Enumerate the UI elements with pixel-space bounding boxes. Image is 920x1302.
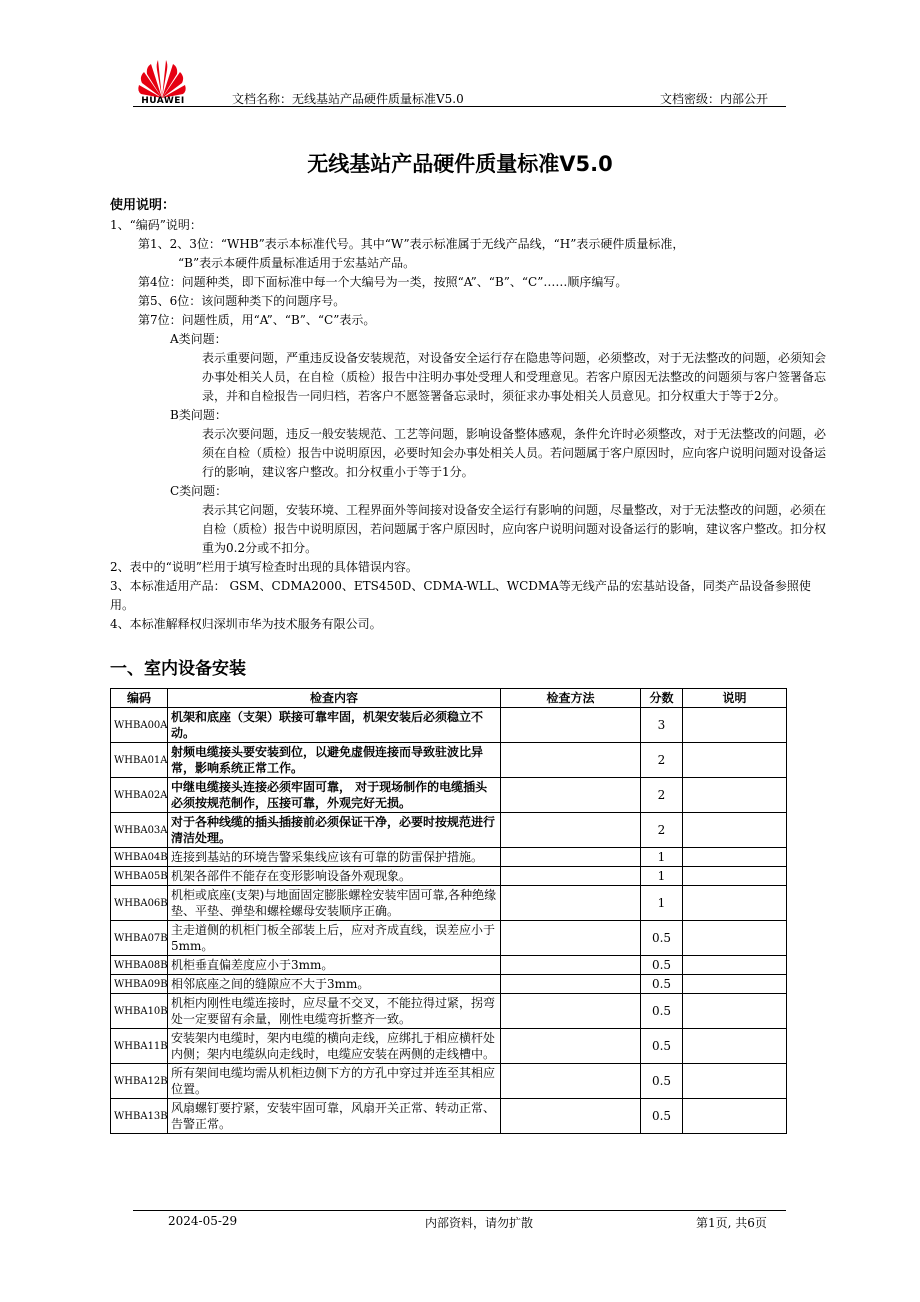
usage-code-digit-7: 第7位：问题性质，用“A”、“B”、“C”表示。 <box>138 313 376 327</box>
row-method <box>501 1064 641 1099</box>
usage-item-2: 2、表中的“说明”栏用于填写检查时出现的具体错误内容。 <box>110 560 418 574</box>
usage-instructions <box>110 196 830 634</box>
table-row <box>111 1064 787 1099</box>
row-score: 1 <box>641 848 683 867</box>
class-c-text: 表示其它问题，安装环境、工程界面外等间接对设备安全运行有影响的问题，尽量整改，对于无法整改的问题，必须在自检（质检）报告中说明原因，若问题属于客户原因时，应向客户说明问题对设备运行的影响，建议客户整改。扣分权重为0.2分或不扣分。 <box>202 503 827 555</box>
table-row <box>111 778 787 813</box>
row-method <box>501 848 641 867</box>
row-method <box>501 886 641 921</box>
row-method <box>501 975 641 994</box>
table-row <box>111 1099 787 1134</box>
row-code: WHBA00A <box>111 708 168 743</box>
row-score: 0.5 <box>641 956 683 975</box>
page-title: 无线基站产品硬件质量标准V5.0 <box>307 152 613 176</box>
footer-confidentiality: 内部资料，请勿扩散 <box>425 1216 534 1230</box>
usage-code-digits-123: 第1、2、3位：“WHB”表示本标准代号。其中“W”表示标准属于无线产品线，“H”表示硬件质量标准， <box>138 237 685 251</box>
row-code: WHBA10B <box>111 994 168 1029</box>
row-score: 0.5 <box>641 1099 683 1134</box>
row-method <box>501 867 641 886</box>
row-note <box>683 975 787 994</box>
row-note <box>683 743 787 778</box>
row-score: 0.5 <box>641 1029 683 1064</box>
row-method <box>501 778 641 813</box>
row-method <box>501 994 641 1029</box>
row-method <box>501 743 641 778</box>
usage-item-4: 4、本标准解释权归深圳市华为技术服务有限公司。 <box>110 617 382 631</box>
usage-code-digits-123-cont: “B”表示本硬件质量标准适用于宏基站产品。 <box>178 256 416 270</box>
row-method <box>501 813 641 848</box>
header-divider <box>133 106 786 107</box>
header-code: 编码 <box>111 689 168 708</box>
row-code: WHBA02A <box>111 778 168 813</box>
class-b-text: 表示次要问题，违反一般安装规范、工艺等问题，影响设备整体感观，条件允许时必须整改，对于无法整改的问题，必须在自检（质检）报告中说明原因，必要时知会办事处相关人员。若问题属于客户原因时，应向客户说明问题对设备运行的影响，建议客户整改。扣分权重小于等于1分。 <box>202 427 827 479</box>
row-content: 所有架间电缆均需从机柜边侧下方的方孔中穿过并连至其相应位置。 <box>168 1064 501 1099</box>
usage-item-3: 3、本标准适用产品： GSM、CDMA2000、ETS450D、CDMA-WLL、WCDMA等无线产品的宏基站设备，同类产品设备参照使用。 <box>110 579 811 612</box>
row-note <box>683 848 787 867</box>
row-code: WHBA11B <box>111 1029 168 1064</box>
table-row <box>111 708 787 743</box>
row-content: 安装架内电缆时，架内电缆的横向走线，应绑扎于相应横杆处内侧；架内电缆纵向走线时，电缆应安装在两侧的走线槽中。 <box>168 1029 501 1064</box>
row-code: WHBA01A <box>111 743 168 778</box>
row-code: WHBA13B <box>111 1099 168 1134</box>
table-row <box>111 994 787 1029</box>
row-note <box>683 867 787 886</box>
row-code: WHBA08B <box>111 956 168 975</box>
table-row <box>111 743 787 778</box>
table-row <box>111 975 787 994</box>
table-row <box>111 848 787 867</box>
table-row <box>111 921 787 956</box>
row-content: 中继电缆接头连接必须牢固可靠， 对于现场制作的电缆插头必须按规范制作，压接可靠，外观完好无损。 <box>168 778 501 813</box>
row-score: 0.5 <box>641 1064 683 1099</box>
usage-code-digit-4: 第4位：问题种类，即下面标准中每一个大编号为一类，按照“A”、“B”、“C”……顺序编写。 <box>138 275 628 289</box>
row-content: 对于各种线缆的插头插接前必须保证干净，必要时按规范进行清洁处理。 <box>168 813 501 848</box>
row-content: 主走道侧的机柜门板全部装上后，应对齐成直线，误差应小于5mm。 <box>168 921 501 956</box>
row-content: 机柜垂直偏差度应小于3mm。 <box>168 956 501 975</box>
row-method <box>501 921 641 956</box>
class-b-label: B类问题： <box>170 408 227 422</box>
row-content: 机架各部件不能存在变形影响设备外观现象。 <box>168 867 501 886</box>
logo-wordmark: HUAWEI <box>141 96 185 106</box>
row-content: 射频电缆接头要安装到位，以避免虚假连接而导致驻波比异常，影响系统正常工作。 <box>168 743 501 778</box>
header-note: 说明 <box>683 689 787 708</box>
row-code: WHBA05B <box>111 867 168 886</box>
class-c-label: C类问题： <box>170 484 228 498</box>
row-note <box>683 778 787 813</box>
table-row <box>111 813 787 848</box>
row-score: 2 <box>641 813 683 848</box>
row-score: 3 <box>641 708 683 743</box>
row-score: 2 <box>641 778 683 813</box>
footer-page-number: 第1页, 共6页 <box>696 1216 767 1230</box>
row-content: 机架和底座（支架）联接可靠牢固，机架安装后必须稳立不动。 <box>168 708 501 743</box>
row-note <box>683 994 787 1029</box>
document-classification: 文档密级：内部公开 <box>660 92 769 106</box>
row-note <box>683 1099 787 1134</box>
row-score: 0.5 <box>641 921 683 956</box>
row-score: 1 <box>641 867 683 886</box>
row-content: 连接到基站的环境告警采集线应该有可靠的防雷保护措施。 <box>168 848 501 867</box>
document-name: 文档名称：无线基站产品硬件质量标准V5.0 <box>232 92 464 106</box>
class-a-label: A类问题： <box>170 332 227 346</box>
row-content: 相邻底座之间的缝隙应不大于3mm。 <box>168 975 501 994</box>
row-score: 2 <box>641 743 683 778</box>
class-a-text: 表示重要问题，严重违反设备安装规范，对设备安全运行存在隐患等问题，必须整改，对于无法整改的问题，必须知会办事处相关人员，在自检（质检）报告中注明办事处受理人和受理意见。若客户原因无法整改的问题须与客户签署备忘录，并和自检报告一同归档，若客户不愿签署备忘录时，须征求办事处相关人员意见。扣分权重大于等于2分。 <box>202 351 827 403</box>
usage-heading: 使用说明： <box>110 198 176 213</box>
row-code: WHBA06B <box>111 886 168 921</box>
row-code: WHBA07B <box>111 921 168 956</box>
row-method <box>501 956 641 975</box>
footer-date: 2024-05-29 <box>168 1214 238 1228</box>
row-score: 0.5 <box>641 975 683 994</box>
row-note <box>683 813 787 848</box>
table-row <box>111 956 787 975</box>
row-method <box>501 1029 641 1064</box>
section-title: 一、室内设备安装 <box>110 659 246 679</box>
table-header-row <box>111 689 787 708</box>
row-content: 风扇螺钉要拧紧，安装牢固可靠，风扇开关正常、转动正常、告警正常。 <box>168 1099 501 1134</box>
table-row <box>111 867 787 886</box>
row-note <box>683 886 787 921</box>
row-note <box>683 708 787 743</box>
table-row <box>111 886 787 921</box>
row-code: WHBA03A <box>111 813 168 848</box>
footer-divider <box>133 1210 786 1211</box>
usage-item-1: 1、“编码”说明： <box>110 218 202 232</box>
inspection-table <box>110 688 787 1134</box>
row-note <box>683 1029 787 1064</box>
header-score: 分数 <box>641 689 683 708</box>
row-method <box>501 1099 641 1134</box>
usage-code-digit-56: 第5、6位：该问题种类下的问题序号。 <box>138 294 346 308</box>
row-code: WHBA04B <box>111 848 168 867</box>
row-score: 1 <box>641 886 683 921</box>
row-code: WHBA09B <box>111 975 168 994</box>
header-method: 检查方法 <box>501 689 641 708</box>
row-content: 机柜内刚性电缆连接时，应尽量不交叉，不能拉得过紧，拐弯处一定要留有余量，刚性电缆弯折整齐一致。 <box>168 994 501 1029</box>
header-content: 检查内容 <box>168 689 501 708</box>
row-method <box>501 708 641 743</box>
row-note <box>683 956 787 975</box>
row-note <box>683 1064 787 1099</box>
row-note <box>683 921 787 956</box>
row-code: WHBA12B <box>111 1064 168 1099</box>
table-row <box>111 1029 787 1064</box>
row-score: 0.5 <box>641 994 683 1029</box>
row-content: 机柜或底座(支架)与地面固定膨胀螺栓安装牢固可靠,各种绝缘垫、平垫、弹垫和螺栓螺母安装顺序正确。 <box>168 886 501 921</box>
